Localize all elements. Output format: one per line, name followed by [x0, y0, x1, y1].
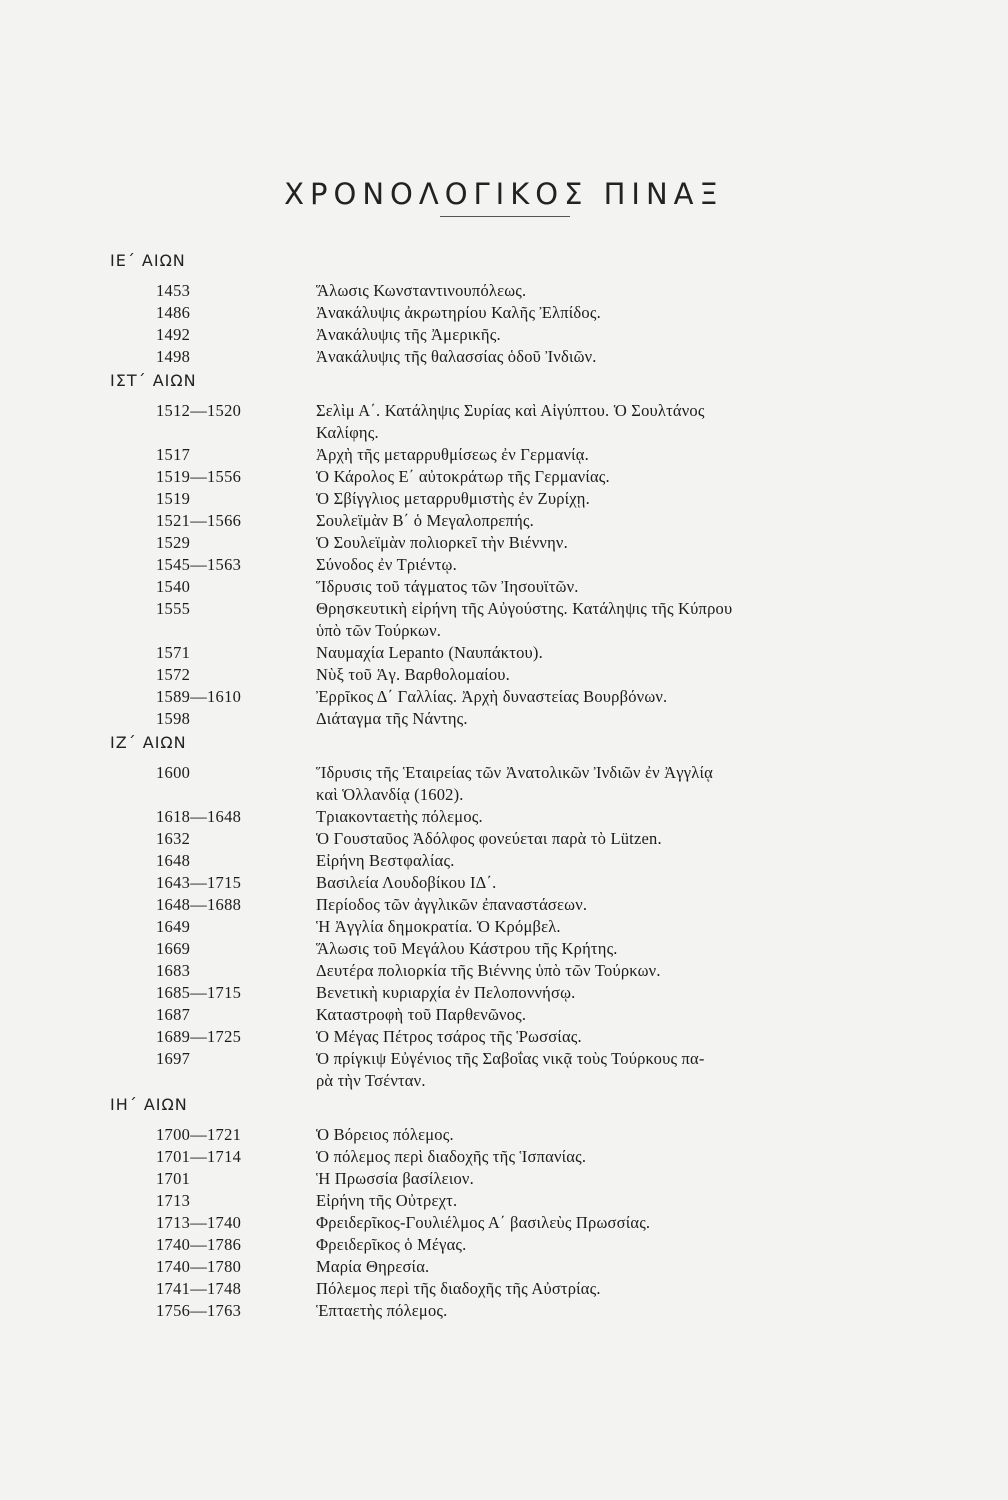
table-row: [0, 1212, 1008, 1234]
table-row: [0, 1048, 1008, 1092]
table-row: [0, 872, 1008, 894]
table-row: [0, 1234, 1008, 1256]
entry-date: 1741—1748: [156, 1279, 242, 1298]
entry-date: 1453: [156, 281, 191, 300]
entry-date: 1683: [156, 961, 191, 980]
table-row: [0, 894, 1008, 916]
title-rule: [440, 216, 570, 217]
entry-date: 1713—1740: [156, 1213, 242, 1232]
entry-event: Τριακονταετὴς πόλεμος.: [316, 807, 483, 826]
entry-event: Δευτέρα πολιορκία τῆς Βιέννης ὑπὸ τῶν Τούρκων.: [316, 961, 661, 980]
entry-date: 1492: [156, 325, 191, 344]
entry-event: Ἀνακάλυψις ἀκρωτηρίου Καλῆς Ἐλπίδος.: [316, 303, 601, 322]
entry-date: 1648—1688: [156, 895, 242, 914]
entry-date: 1498: [156, 347, 191, 366]
entry-event: Εἰρήνη Βεστφαλίας.: [316, 851, 455, 870]
table-row: [0, 346, 1008, 368]
entry-event: Εἰρήνη τῆς Οὐτρεχτ.: [316, 1191, 458, 1210]
table-row: [0, 1004, 1008, 1026]
table-row: [0, 1168, 1008, 1190]
entry-event: Σύνοδος ἐν Τριέντῳ.: [316, 555, 457, 574]
entry-date: 1600: [156, 763, 191, 782]
chronology-table: [0, 248, 1008, 1322]
entry-event: Ὁ πρίγκιψ Εὐγένιος τῆς Σαβοΐας νικᾷ τοὺς Τούρκους πα- ρὰ τὴν Τσένταν.: [316, 1049, 705, 1090]
table-row: [0, 1300, 1008, 1322]
entry-event: Ἑπταετὴς πόλεμος.: [316, 1301, 448, 1320]
table-row: [0, 1190, 1008, 1212]
table-row: [0, 280, 1008, 302]
table-row: [0, 488, 1008, 510]
table-row: [0, 982, 1008, 1004]
table-row: [0, 1278, 1008, 1300]
table-row: [0, 400, 1008, 444]
table-row: [0, 938, 1008, 960]
table-row: [0, 532, 1008, 554]
century-heading: ΙΗ΄ ΑΙΩΝ: [110, 1095, 188, 1114]
entry-event: Σουλεϊμὰν Β΄ ὁ Μεγαλοπρεπής.: [316, 511, 534, 530]
entry-date: 1740—1780: [156, 1257, 242, 1276]
entry-date: 1512—1520: [156, 401, 242, 420]
table-row: [0, 828, 1008, 850]
entry-date: 1756—1763: [156, 1301, 242, 1320]
table-row: [0, 1256, 1008, 1278]
entry-event: Βενετικὴ κυριαρχία ἐν Πελοποννήσῳ.: [316, 983, 576, 1002]
table-row: [0, 806, 1008, 828]
entry-event: Θρησκευτικὴ εἰρήνη τῆς Αὐγούστης. Κατάληψις τῆς Κύπρου ὑπὸ τῶν Τούρκων.: [316, 599, 733, 640]
century-heading: ΙΕ΄ ΑΙΩΝ: [110, 251, 186, 270]
table-row: [0, 598, 1008, 642]
table-row: [0, 510, 1008, 532]
entry-date: 1689—1725: [156, 1027, 242, 1046]
entry-event: Μαρία Θηρεσία.: [316, 1257, 430, 1276]
century-section: [0, 368, 1008, 730]
table-row: [0, 960, 1008, 982]
entry-date: 1713: [156, 1191, 191, 1210]
entry-event: Ὁ Κάρολος Ε΄ αὐτοκράτωρ τῆς Γερμανίας.: [316, 467, 610, 486]
entry-event: Βασιλεία Λουδοβίκου ΙΔ΄.: [316, 873, 497, 892]
table-row: [0, 686, 1008, 708]
entry-date: 1700—1721: [156, 1125, 242, 1144]
entry-date: 1517: [156, 445, 191, 464]
century-section: [0, 248, 1008, 368]
entry-date: 1571: [156, 643, 191, 662]
entry-date: 1555: [156, 599, 191, 618]
table-row: [0, 642, 1008, 664]
entry-event: Ὁ Σβίγγλιος μεταρρυθμιστὴς ἐν Ζυρίχῃ.: [316, 489, 590, 508]
entry-event: Φρειδερῖκος ὁ Μέγας.: [316, 1235, 467, 1254]
century-section: [0, 1092, 1008, 1322]
entry-date: 1519: [156, 489, 191, 508]
entry-date: 1701—1714: [156, 1147, 242, 1166]
entry-date: 1701: [156, 1169, 191, 1188]
entry-date: 1540: [156, 577, 191, 596]
entry-event: Ὁ Γουσταῦος Ἀδόλφος φονεύεται παρὰ τὸ Lützen.: [316, 829, 662, 848]
entry-event: Ἀρχὴ τῆς μεταρρυθμίσεως ἐν Γερμανίᾳ.: [316, 445, 589, 464]
table-row: [0, 324, 1008, 346]
entry-event: Ἀνακάλυψις τῆς Ἀμερικῆς.: [316, 325, 501, 344]
entry-date: 1685—1715: [156, 983, 242, 1002]
entry-event: Διάταγμα τῆς Νάντης.: [316, 709, 468, 728]
entry-date: 1648: [156, 851, 191, 870]
table-row: [0, 1026, 1008, 1048]
entry-event: Ἡ Ἀγγλία δημοκρατία. Ὁ Κρόμβελ.: [316, 917, 561, 936]
entry-date: 1521—1566: [156, 511, 242, 530]
table-row: [0, 762, 1008, 806]
entry-date: 1697: [156, 1049, 191, 1068]
entry-date: 1669: [156, 939, 191, 958]
entry-event: Φρειδερῖκος-Γουλιέλμος Α΄ βασιλεὺς Πρωσσίας.: [316, 1213, 651, 1232]
entry-event: Ἵδρυσις τῆς Ἑταιρείας τῶν Ἀνατολικῶν Ἰνδιῶν ἐν Ἀγγλίᾳ καὶ Ὁλλανδίᾳ (1602).: [316, 763, 713, 804]
entry-event: Ὁ Βόρειος πόλεμος.: [316, 1125, 454, 1144]
entry-event: Ἵδρυσις τοῦ τάγματος τῶν Ἰησουϊτῶν.: [316, 577, 579, 596]
entry-date: 1572: [156, 665, 191, 684]
entry-date: 1486: [156, 303, 191, 322]
entry-date: 1545—1563: [156, 555, 242, 574]
entry-date: 1687: [156, 1005, 191, 1024]
table-row: [0, 554, 1008, 576]
entry-event: Ἡ Πρωσσία βασίλειον.: [316, 1169, 474, 1188]
entry-date: 1649: [156, 917, 191, 936]
entry-event: Ἅλωσις τοῦ Μεγάλου Κάστρου τῆς Κρήτης.: [316, 939, 618, 958]
table-row: [0, 466, 1008, 488]
table-row: [0, 444, 1008, 466]
entry-event: Ἅλωσις Κωνσταντινουπόλεως.: [316, 281, 527, 300]
entry-date: 1618—1648: [156, 807, 242, 826]
entry-event: Πόλεμος περὶ τῆς διαδοχῆς τῆς Αὐστρίας.: [316, 1279, 601, 1298]
entry-event: Ὁ Σουλεϊμὰν πολιορκεῖ τὴν Βιέννην.: [316, 533, 568, 552]
century-heading: ΙΣΤ΄ ΑΙΩΝ: [110, 371, 197, 390]
table-row: [0, 302, 1008, 324]
entry-date: 1598: [156, 709, 191, 728]
table-row: [0, 1124, 1008, 1146]
entry-date: 1740—1786: [156, 1235, 242, 1254]
table-row: [0, 664, 1008, 686]
entry-event: Περίοδος τῶν ἀγγλικῶν ἐπαναστάσεων.: [316, 895, 588, 914]
entry-event: Καταστροφὴ τοῦ Παρθενῶνος.: [316, 1005, 527, 1024]
entry-date: 1589—1610: [156, 687, 242, 706]
table-row: [0, 916, 1008, 938]
table-row: [0, 576, 1008, 598]
entry-event: Ἀνακάλυψις τῆς θαλασσίας ὁδοῦ Ἰνδιῶν.: [316, 347, 597, 366]
entry-date: 1643—1715: [156, 873, 242, 892]
entry-event: Ὁ πόλεμος περὶ διαδοχῆς τῆς Ἱσπανίας.: [316, 1147, 587, 1166]
table-row: [0, 1146, 1008, 1168]
entry-date: 1529: [156, 533, 191, 552]
entry-event: Ἐρρῖκος Δ΄ Γαλλίας. Ἀρχὴ δυναστείας Βουρβόνων.: [316, 687, 668, 706]
table-row: [0, 850, 1008, 872]
table-row: [0, 708, 1008, 730]
entry-event: Σελὶμ Α΄. Κατάληψις Συρίας καὶ Αἰγύπτου. Ὁ Σουλτάνος Καλίφης.: [316, 401, 705, 442]
entry-event: Νὺξ τοῦ Ἁγ. Βαρθολομαίου.: [316, 665, 510, 684]
entry-date: 1632: [156, 829, 191, 848]
entry-event: Ναυμαχία Lepanto (Ναυπάκτου).: [316, 643, 543, 662]
page-title: ΧΡΟΝΟΛΟΓΙΚΟΣ ΠΙΝΑΞ: [284, 177, 724, 212]
century-section: [0, 730, 1008, 1092]
century-heading: ΙΖ΄ ΑΙΩΝ: [110, 733, 187, 752]
entry-event: Ὁ Μέγας Πέτρος τσάρος τῆς Ῥωσσίας.: [316, 1027, 582, 1046]
entry-date: 1519—1556: [156, 467, 242, 486]
